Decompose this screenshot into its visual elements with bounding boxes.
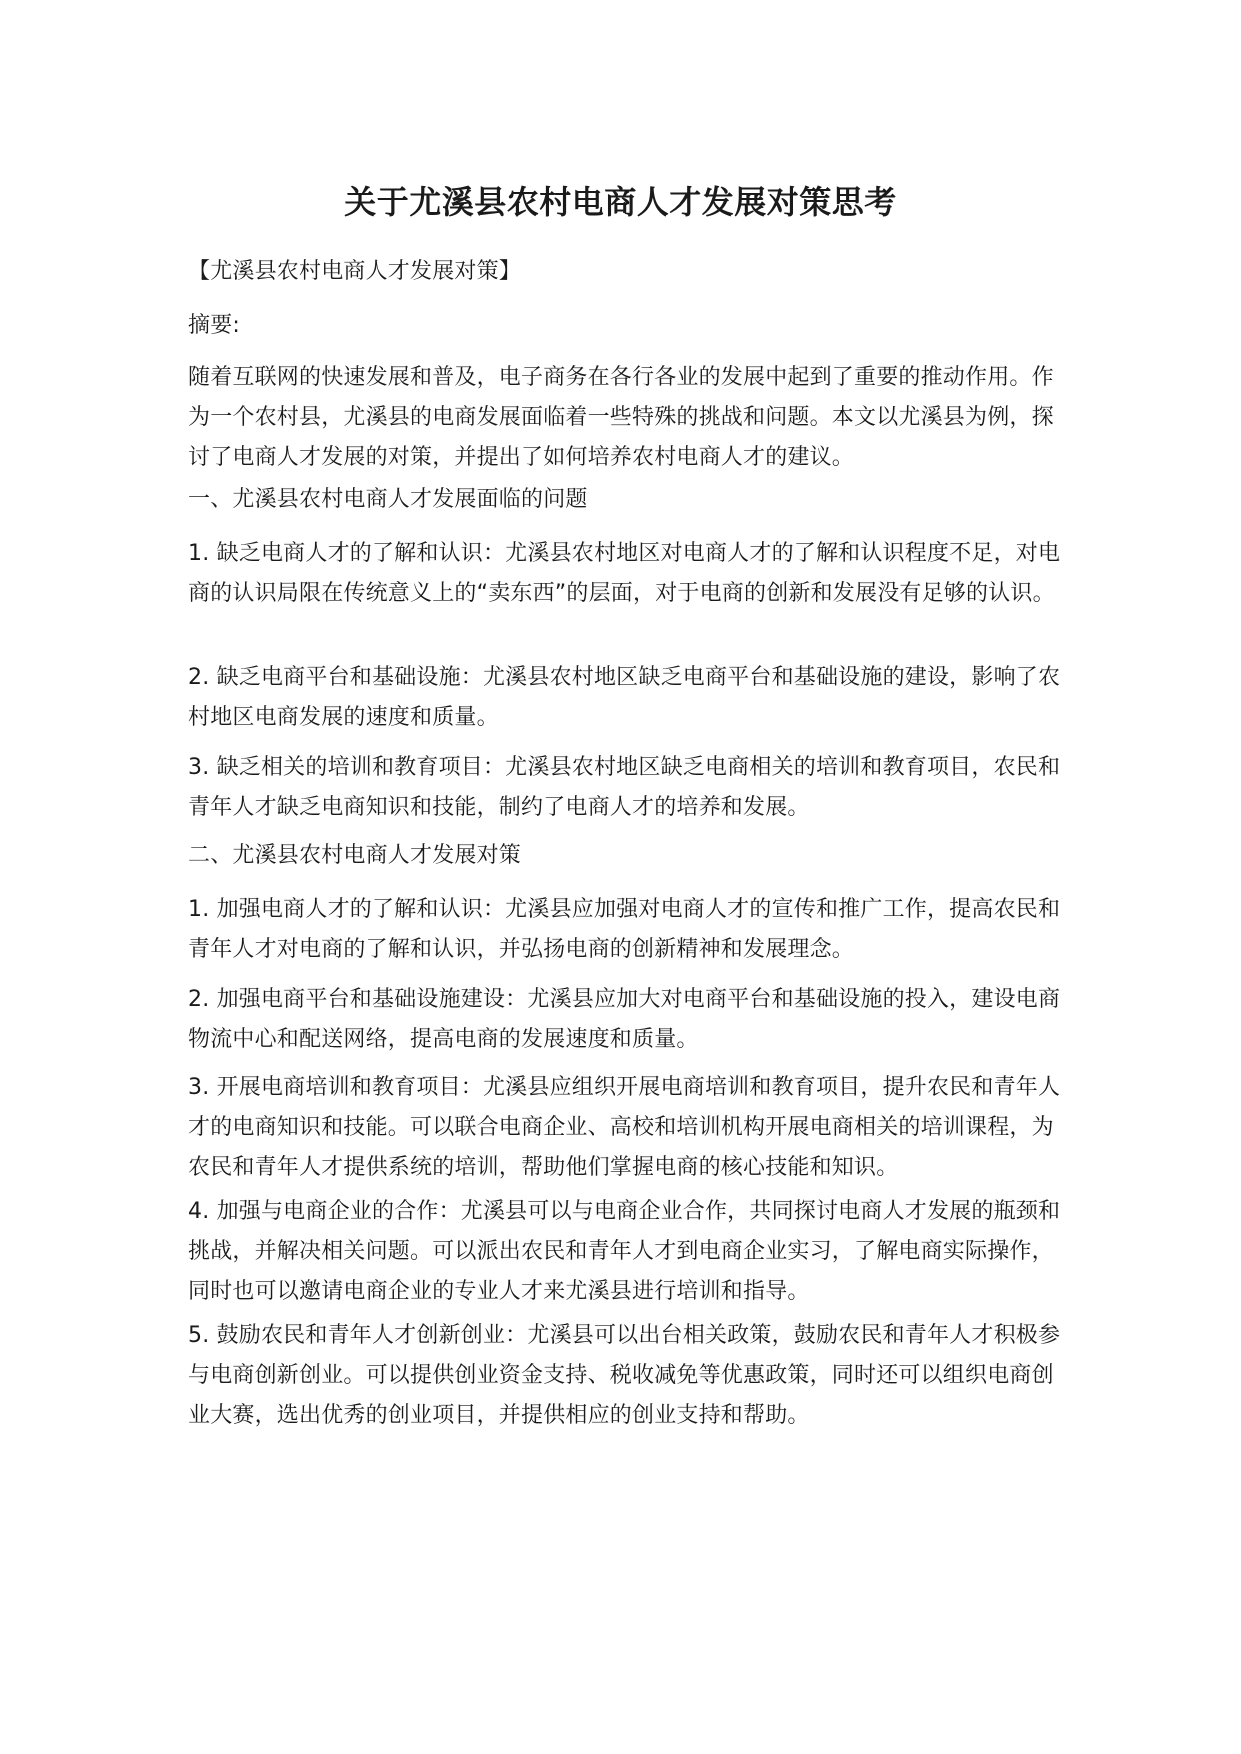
strategy-item-1: 1. 加强电商人才的了解和认识：尤溪县应加强对电商人才的宣传和推广工作，提高农民和青年人才对电商的了解和认识，并弘扬电商的创新精神和发展理念。 <box>188 897 1061 962</box>
document-title: 关于尤溪县农村电商人才发展对策思考 <box>344 183 897 221</box>
problem-item-2: 2. 缺乏电商平台和基础设施：尤溪县农村地区缺乏电商平台和基础设施的建设，影响了农村地区电商发展的速度和质量。 <box>188 665 1061 730</box>
strategy-item-4: 4. 加强与电商企业的合作：尤溪县可以与电商企业合作，共同探讨电商人才发展的瓶颈和挑战，并解决相关问题。可以派出农民和青年人才到电商企业实习，了解电商实际操作，同时也可以邀请电商企业的专业人才来尤溪县进行培训和指导。 <box>188 1199 1061 1304</box>
problem-item-1: 1. 缺乏电商人才的了解和认识：尤溪县农村地区对电商人才的了解和认识程度不足，对电商的认识局限在传统意义上的“卖东西”的层面，对于电商的创新和发展没有足够的认识。 <box>188 541 1061 606</box>
strategy-item-2: 2. 加强电商平台和基础设施建设：尤溪县应加大对电商平台和基础设施的投入，建设电商物流中心和配送网络，提高电商的发展速度和质量。 <box>188 987 1061 1052</box>
abstract-text: 随着互联网的快速发展和普及，电子商务在各行各业的发展中起到了重要的推动作用。作为一个农村县，尤溪县的电商发展面临着一些特殊的挑战和问题。本文以尤溪县为例，探讨了电商人才发展的对策，并提出了如何培养农村电商人才的建议。 <box>188 365 1054 470</box>
section-heading-strategies: 二、尤溪县农村电商人才发展对策 <box>188 843 522 868</box>
document-tag: 【尤溪县农村电商人才发展对策】 <box>188 259 522 284</box>
abstract-label: 摘要: <box>188 313 241 338</box>
strategy-item-5: 5. 鼓励农民和青年人才创新创业：尤溪县可以出台相关政策，鼓励农民和青年人才积极参与电商创新创业。可以提供创业资金支持、税收减免等优惠政策，同时还可以组织电商创业大赛，选出优秀的创业项目，并提供相应的创业支持和帮助。 <box>188 1323 1061 1428</box>
strategy-item-3: 3. 开展电商培训和教育项目：尤溪县应组织开展电商培训和教育项目，提升农民和青年人才的电商知识和技能。可以联合电商企业、高校和培训机构开展电商相关的培训课程，为农民和青年人才提供系统的培训，帮助他们掌握电商的核心技能和知识。 <box>188 1075 1061 1180</box>
section-heading-problems: 一、尤溪县农村电商人才发展面临的问题 <box>188 487 588 512</box>
problem-item-3: 3. 缺乏相关的培训和教育项目：尤溪县农村地区缺乏电商相关的培训和教育项目，农民和青年人才缺乏电商知识和技能，制约了电商人才的培养和发展。 <box>188 755 1061 820</box>
